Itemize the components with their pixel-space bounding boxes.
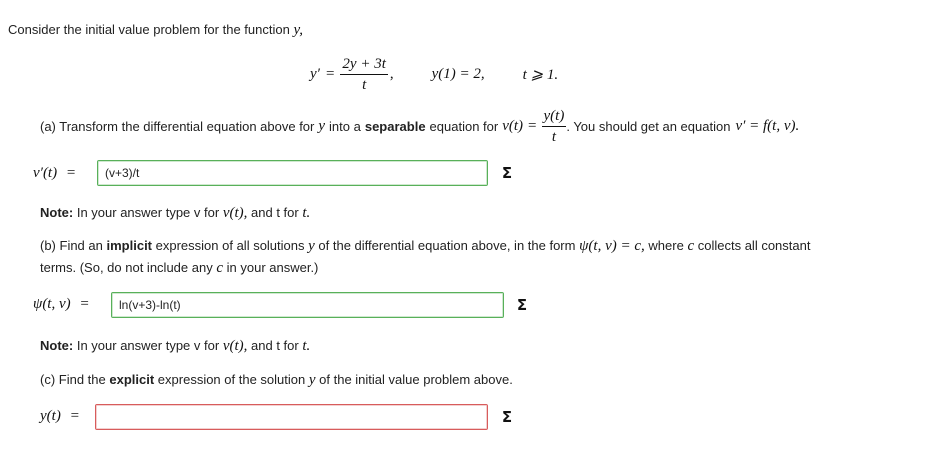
part-a-answer-input[interactable]: (v+3)/t — [97, 160, 488, 186]
part-a-answer-label: v′(t) = — [33, 165, 76, 181]
part-b-sigma-icon[interactable]: Σ — [516, 296, 528, 314]
part-a-question: (a) Transform the differential equation above for y into a separable equation for v(t) = $\frac{y(t)}{t}$ . You should get an equation v′ = f(t, v). — [40, 107, 800, 145]
initial-condition: y(1) = 2, — [431, 65, 485, 82]
main-equation: y′ = $\frac{2y + 3t}{t}$ , y(1) = 2, t ⩾ 1. — [310, 55, 559, 93]
domain-condition: t ⩾ 1. — [522, 66, 559, 83]
equation-fraction — [340, 55, 387, 94]
part-c-answer-input[interactable] — [95, 404, 488, 430]
part-b-answer-input[interactable]: ln(v+3)-ln(t) — [111, 292, 504, 318]
part-b-answer-label: ψ(t, v) = — [33, 296, 89, 312]
equation-denominator: t — [362, 76, 367, 93]
part-c-answer-label: y(t) = — [40, 408, 80, 424]
part-b-question-line2: terms. (So, do not include any c in your answer.) — [40, 260, 319, 276]
part-a-note: Note: In your answer type v for v(t), and t for t. — [40, 205, 311, 221]
part-c-question: (c) Find the explicit expression of the solution y of the initial value problem above. — [40, 372, 513, 388]
part-c-sigma-icon[interactable]: Σ — [501, 408, 513, 426]
equation-equals: = — [325, 65, 335, 82]
part-b-question-line1: (b) Find an implicit expression of all solutions y of the differential equation above, in the form ψ(t, v) = c, where c collects all constant — [40, 238, 811, 254]
part-a-sigma-icon[interactable]: Σ — [501, 164, 513, 182]
intro-text: Consider the initial value problem for the function y, — [8, 22, 304, 38]
part-b-note: Note: In your answer type v for v(t), and t for t. — [40, 338, 311, 354]
part-a-fraction: $\frac{y(t)}{t}$ — [543, 107, 565, 145]
equation-numerator: 2y + 3t — [340, 55, 387, 75]
equation-lhs: y′ — [310, 65, 320, 82]
